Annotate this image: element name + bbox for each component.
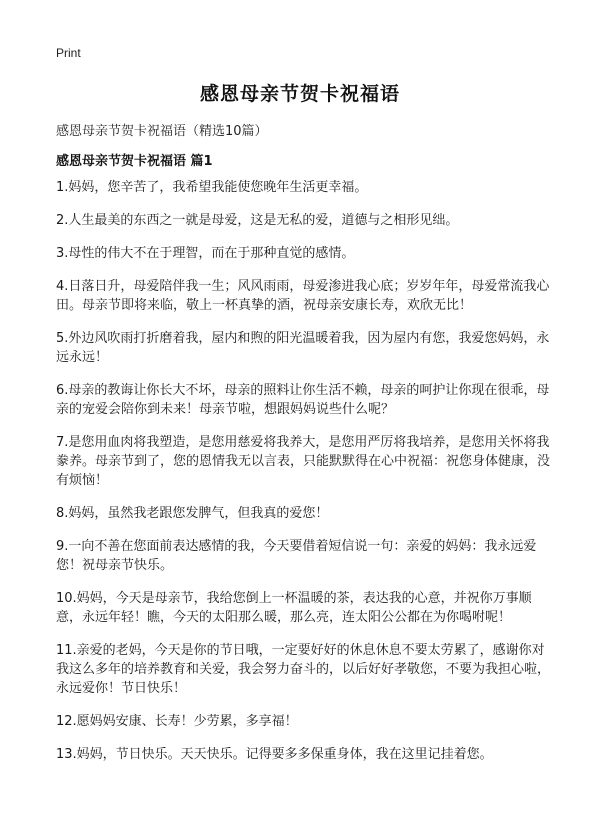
greeting-item-11: 11.亲爱的老妈，今天是你的节日哦，一定要好好的休息休息不要太劳累了，感谢你对我这么多年的培养教育和关爱，我会努力奋斗的，以后好好孝敬您，不要为我担心啦，永远爱你！节日快乐！ bbox=[56, 643, 551, 696]
print-link[interactable]: Print bbox=[56, 46, 81, 60]
greeting-item-1: 1.妈妈，您辛苦了，我希望我能使您晚年生活更幸福。 bbox=[56, 180, 368, 195]
page-title: 感恩母亲节贺卡祝福语 bbox=[199, 83, 400, 105]
greeting-item-5: 5.外边风吹雨打折磨着我，屋内和煦的阳光温暖着我，因为屋内有您，我爱您妈妈，永远永远！ bbox=[56, 331, 550, 365]
greeting-item-9: 9.一向不善在您面前表达感情的我，今天要借着短信说一句：亲爱的妈妈：我永远爱您！祝母亲节快乐。 bbox=[56, 539, 537, 573]
section-heading: 感恩母亲节贺卡祝福语 篇1 bbox=[56, 154, 213, 169]
greeting-item-13: 13.妈妈，节日快乐。天天快乐。记得要多多保重身体，我在这里记挂着您。 bbox=[56, 747, 493, 762]
greeting-item-7: 7.是您用血肉将我塑造，是您用慈爱将我养大，是您用严厉将我培养，是您用关怀将我豢养。母亲节到了，您的恩情我无以言表，只能默默得在心中祝福：祝您身体健康，没有烦恼！ bbox=[56, 435, 551, 488]
greeting-item-12: 12.愿妈妈安康、长寿！少劳累，多享福！ bbox=[56, 714, 298, 729]
greeting-item-8: 8.妈妈，虽然我老跟您发脾气，但我真的爱您！ bbox=[56, 506, 329, 521]
greeting-list bbox=[56, 178, 556, 778]
greeting-item-10: 10.妈妈，今天是母亲节，我给您倒上一杯温暖的茶，表达我的心意，并祝你万事顺意，永远年轻！瞧，今天的太阳那么暖，那么亮，连太阳公公都在为你喝咐呢！ bbox=[56, 591, 532, 625]
greeting-item-4: 4.日落日升，母爱陪伴我一生；风风雨雨，母爱渗进我心底；岁岁年年，母爱常流我心田。母亲节即将来临，敬上一杯真挚的酒，祝母亲安康长寿，欢欣无比！ bbox=[56, 279, 550, 313]
greeting-item-6: 6.母亲的教诲让你长大不坏，母亲的照料让你生活不赖，母亲的呵护让你现在很乖，母亲的宠爱会陪你到未来！母亲节啦，想跟妈妈说些什么呢？ bbox=[56, 383, 550, 417]
document-subtitle: 感恩母亲节贺卡祝福语（精选10篇） bbox=[56, 124, 268, 139]
greeting-item-2: 2.人生最美的东西之一就是母爱，这是无私的爱，道德与之相形见绌。 bbox=[56, 213, 459, 228]
greeting-item-3: 3.母性的伟大不在于理智，而在于那种直觉的感情。 bbox=[56, 246, 355, 261]
